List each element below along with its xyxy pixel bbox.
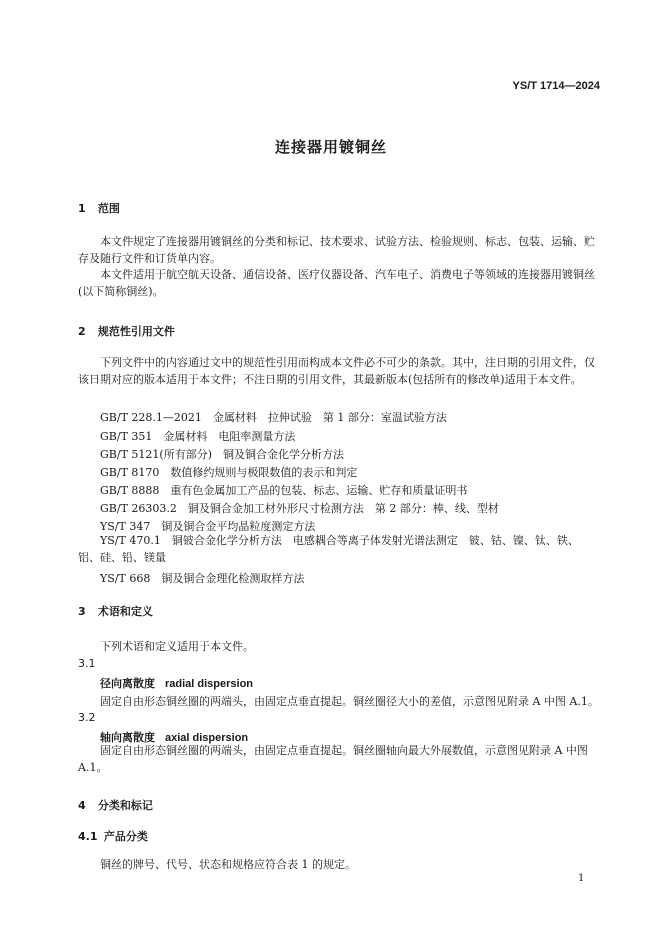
term-number: 3.1 [78,657,96,670]
term-english: axial dispersion [165,732,249,744]
section-number: 2 [78,325,86,338]
reference-item: GB/T 8888 重有色金属加工产品的包装、标志、运输、贮存和质量证明书 [100,484,468,497]
reference-item: YS/T 347 铜及铜合金平均晶粒度测定方法 [100,520,316,533]
section-heading-terms [78,603,153,619]
page-number: 1 [578,873,585,884]
classification-text: 铜丝的牌号、代号、状态和规格应符合表 1 的规定。 [100,858,356,871]
term-english: radial dispersion [165,678,254,690]
section-heading-scope [78,200,120,216]
subsection-title: 产品分类 [103,830,148,843]
normative-references-intro: 下列文件中的内容通过文中的规范性引用而构成本文件必不可少的条款。其中，注日期的引用文件，仅该日期对应的版本适用于本文件；不注日期的引用文件，其最新版本(包括所有的修改单)适用于本文件。 [78,356,595,386]
reference-item: GB/T 351 金属材料 电阻率测量方法 [100,430,296,443]
subsection-heading-product-classification [78,828,148,844]
term-chinese: 轴向离散度 [100,731,155,744]
reference-item: GB/T 26303.2 铜及铜合金加工材外形尺寸检测方法 第 2 部分：棒、线、型材 [100,502,499,515]
reference-item: GB/T 5121(所有部分) 铜及铜合金化学分析方法 [100,448,344,461]
subsection-number: 4.1 [78,830,98,843]
section-title: 分类和标记 [97,799,153,812]
section-heading-classification [78,797,153,813]
term-chinese: 径向离散度 [100,677,155,690]
document-title: 连接器用镀铜丝 [274,138,387,156]
section-number: 1 [78,202,86,215]
scope-paragraph-2: 本文件适用于航空航天设备、通信设备、医疗仪器设备、汽车电子、消费电子等领域的连接器用镀铜丝(以下简称铜丝)。 [78,268,595,298]
term-definition: 固定自由形态铜丝圈的两端头，由固定点垂直提起。铜丝圈轴向最大外展数值，示意图见附录 A 中图 A.1。 [78,744,588,774]
section-heading-normative-references [78,323,175,339]
section-title: 术语和定义 [97,605,153,618]
standard-code: YS/T 1714—2024 [512,80,600,92]
scope-paragraph-1: 本文件规定了连接器用镀铜丝的分类和标记、技术要求、试验方法、检验规则、标志、包装、运输、贮存及随行文件和订货单内容。 [78,235,595,265]
section-title: 规范性引用文件 [97,325,175,338]
term-heading [100,675,253,691]
term-number: 3.2 [78,711,96,724]
reference-item: GB/T 8170 数值修约规则与极限数值的表示和判定 [100,466,358,479]
section-number: 4 [78,799,86,812]
reference-item: GB/T 228.1—2021 金属材料 拉伸试验 第 1 部分：室温试验方法 [100,411,447,424]
section-title: 范围 [97,202,120,215]
reference-item-long: YS/T 470.1 铜铍合金化学分析方法 电感耦合等离子体发射光谱法测定 铍、钴、镍、钛、铁、铝、硅、铅、镁量 [78,534,579,564]
term-definition: 固定自由形态铜丝圈的两端头，由固定点垂直提起。铜丝圈径大小的差值，示意图见附录 A 中图 A.1。 [100,695,599,708]
reference-item: YS/T 668 铜及铜合金理化检测取样方法 [100,572,305,585]
section-number: 3 [78,605,86,618]
terms-intro: 下列术语和定义适用于本文件。 [100,640,254,653]
